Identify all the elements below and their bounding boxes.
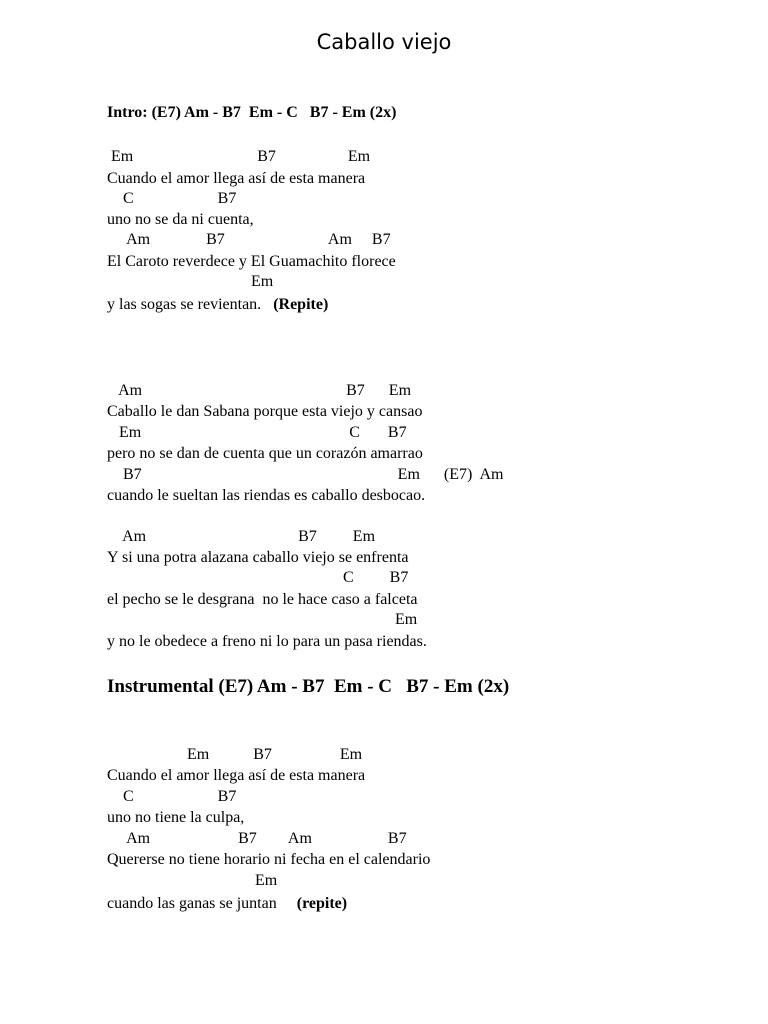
lyric-line: Quererse no tiene horario ni fecha en el calendario [107,851,431,868]
lyric-line: Cuando el amor llega así de esta manera [107,170,366,187]
chord-line: Am B7 Am B7 [107,830,407,847]
chord-line: Em [107,872,278,889]
chord-line: Em [107,273,274,290]
lyric-line: uno no tiene la culpa, [107,809,245,826]
lyric-line: Cuando el amor llega así de esta manera [107,767,366,784]
lyric-line: Y si una potra alazana caballo viejo se enfrenta [107,549,409,566]
instrumental-line: Instrumental (E7) Am - B7 Em - C B7 - Em (2x) [107,676,510,697]
repeat-marker: (Repite) [273,296,329,313]
chord-line: B7 Em (E7) Am [107,466,504,483]
chord-line: Am B7 Em [107,528,376,545]
chord-line: Em C B7 [107,424,407,441]
chord-line: C B7 [107,190,237,207]
lyric-line: El Caroto reverdece y El Guamachito florece [107,253,396,270]
chord-line: Em B7 Em [107,746,363,763]
repeat-marker: (repite) [296,895,348,912]
lyric-line: cuando le sueltan las riendas es caballo desbocao. [107,487,426,504]
page-title: Caballo viejo [316,30,452,54]
chord-line: C B7 [107,569,409,586]
chord-line: Em B7 Em [107,148,371,165]
lyric-text: y las sogas se revientan. [107,296,274,313]
chord-line: C B7 [107,788,237,805]
lyric-text: cuando las ganas se juntan [107,895,297,912]
lyric-line [107,295,328,315]
lyric-line: y no le obedece a freno ni lo para un pasa riendas. [107,633,427,650]
lyric-line [107,894,347,914]
lyric-line: uno no se da ni cuenta, [107,211,254,228]
lyric-line: Caballo le dan Sabana porque esta viejo y cansao [107,403,423,420]
lyric-line: pero no se dan de cuenta que un corazón amarrao [107,445,423,462]
intro-line: Intro: (E7) Am - B7 Em - C B7 - Em (2x) [107,104,397,121]
chord-line: Am B7 Em [107,382,412,399]
chord-line: Em [107,611,418,628]
chord-line: Am B7 Am B7 [107,231,391,248]
lyric-line: el pecho se le desgrana no le hace caso a falceta [107,591,418,608]
